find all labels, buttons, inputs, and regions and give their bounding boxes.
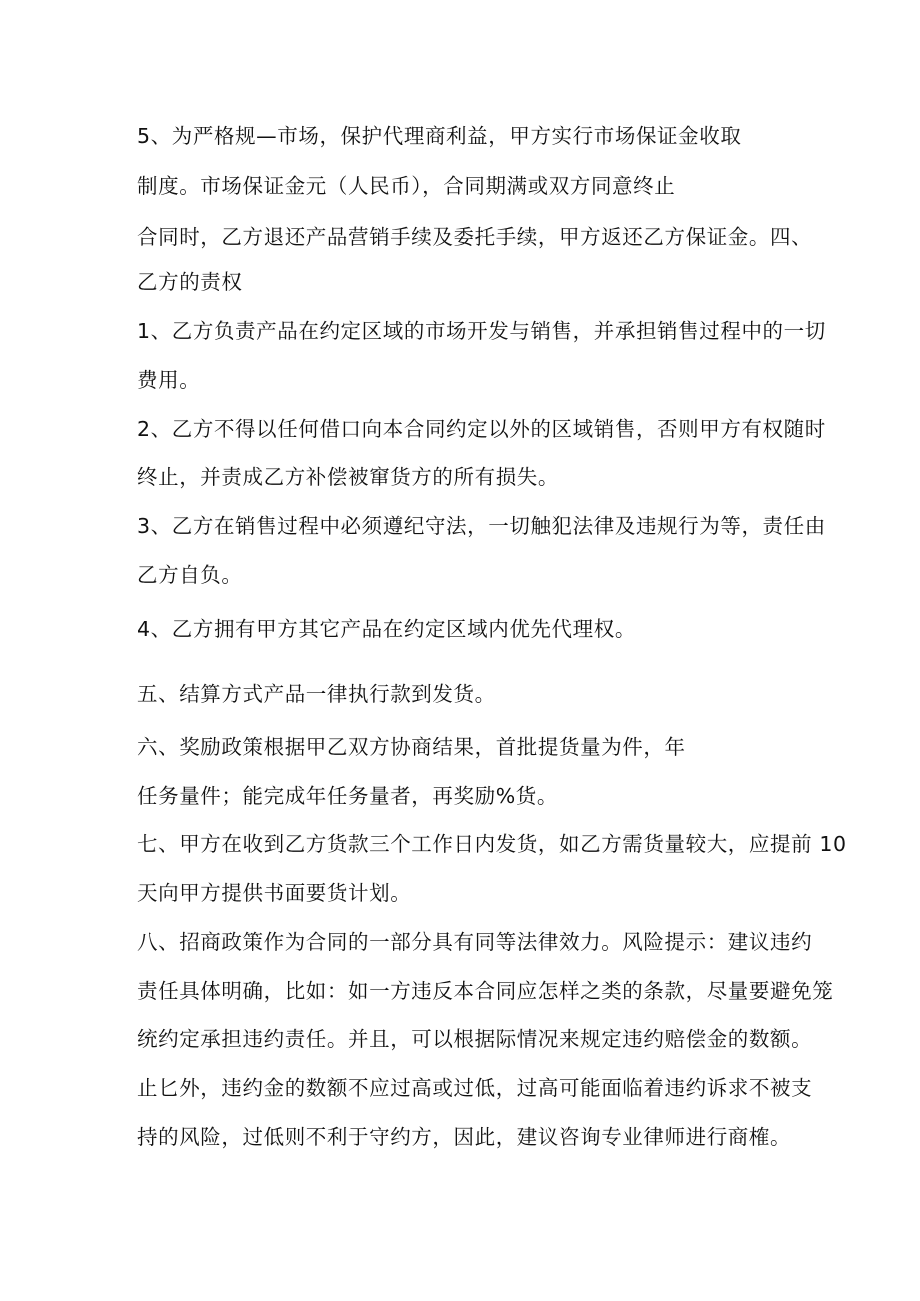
text-line: 合同时，乙方退还产品营销手续及委托手续，甲方返还乙方保证金。四、 [137, 225, 813, 249]
text-line: 统约定承担违约责任。并且，可以根据际情况来规定违约赔偿金的数额。 [137, 1027, 813, 1051]
text-line: 费用。 [137, 368, 201, 392]
text-line: 2、乙方不得以任何借口向本合同约定以外的区域销售，否则甲方有权随时 [137, 417, 826, 441]
text-line: 五、结算方式产品一律执行款到发货。 [137, 682, 496, 706]
text-line: 4、乙方拥有甲方其它产品在约定区域内优先代理权。 [137, 617, 636, 641]
text-line: 终止，并责成乙方补偿被窜货方的所有损失。 [137, 465, 559, 489]
text-line: 任务量件；能完成年任务量者，再奖励%货。 [137, 784, 558, 808]
text-line: 七、甲方在收到乙方货款三个工作日内发货，如乙方需货量较大，应提前 10 [137, 832, 847, 856]
text-line: 天向甲方提供书面要货计划。 [137, 881, 412, 905]
text-line: 持的风险，过低则不利于守约方，因此，建议咨询专业律师进行商榷。 [137, 1125, 792, 1149]
text-line: 乙方自负。 [137, 563, 243, 587]
text-line: 1、乙方负责产品在约定区域的市场开发与销售，并承担销售过程中的一切 [137, 319, 826, 343]
text-line: 止匕外，违约金的数额不应过高或过低，过高可能面临着违约诉求不被支 [137, 1076, 813, 1100]
text-line: 制度。市场保证金元（人民币），合同期满或双方同意终止 [137, 174, 676, 198]
text-line: 责任具体明确，比如：如一方违反本合同应怎样之类的条款，尽量要避免笼 [137, 979, 834, 1003]
text-line: 乙方的责权 [137, 270, 243, 294]
text-line: 3、乙方在销售过程中必须遵纪守法，一切触犯法律及违规行为等，责任由 [137, 514, 826, 538]
text-line: 5、为严格规—市场，保护代理商利益，甲方实行市场保证金收取 [137, 124, 742, 148]
text-line: 八、招商政策作为合同的一部分具有同等法律效力。风险提示：建议违约 [137, 930, 813, 954]
text-line: 六、奖励政策根据甲乙双方协商结果，首批提货量为件，年 [137, 735, 686, 759]
